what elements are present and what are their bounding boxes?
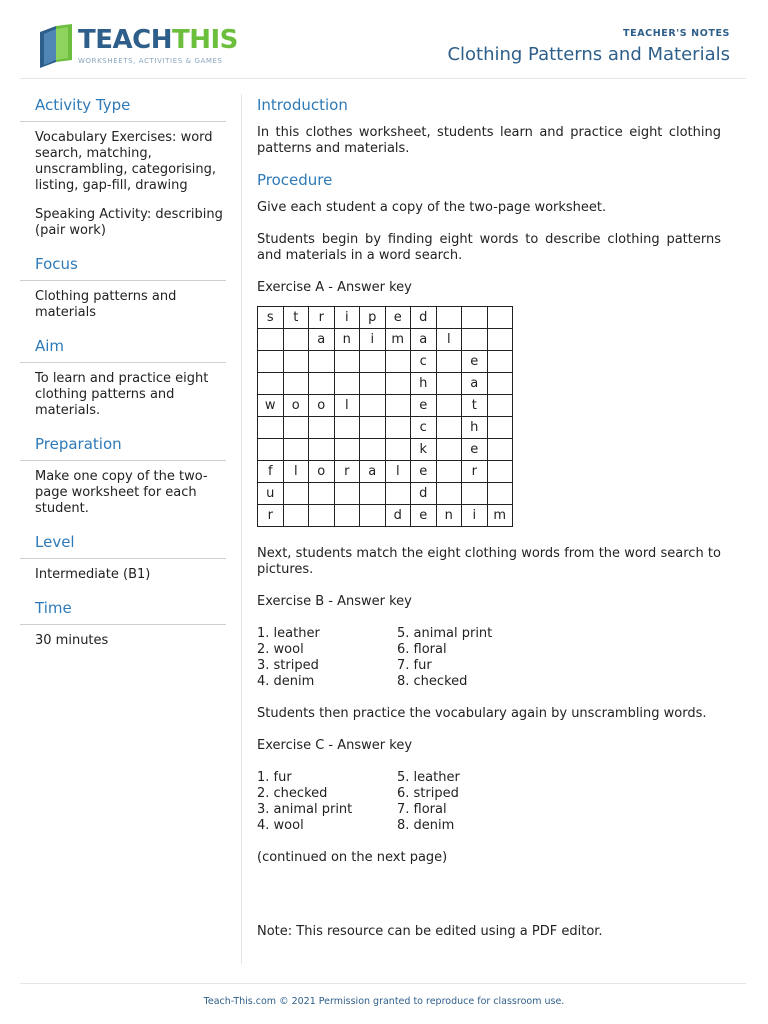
- grid-cell: l: [283, 461, 309, 483]
- aim-section: [20, 335, 226, 419]
- answer-column: [397, 626, 597, 690]
- procedure-paragraph: Students then practice the vocabulary again by unscrambling words.: [257, 706, 707, 721]
- grid-cell: d: [411, 483, 437, 505]
- grid-cell: [309, 373, 335, 395]
- grid-cell: [487, 439, 513, 461]
- grid-cell: c: [411, 417, 437, 439]
- grid-cell: i: [360, 329, 386, 351]
- grid-cell: f: [258, 461, 284, 483]
- procedure-paragraph: Students begin by finding eight words to describe clothing patterns and materials in a word search.: [257, 232, 721, 263]
- answer-column: [257, 626, 397, 690]
- grid-cell: [283, 351, 309, 373]
- grid-cell: o: [309, 461, 335, 483]
- grid-cell: [283, 483, 309, 505]
- activity-type-section: [20, 94, 226, 239]
- grid-row: [258, 373, 513, 395]
- grid-cell: e: [411, 461, 437, 483]
- grid-cell: [487, 483, 513, 505]
- grid-cell: [487, 329, 513, 351]
- grid-cell: [334, 505, 360, 527]
- logo-wordmark: TEACHTHIS: [78, 25, 238, 55]
- grid-cell: [385, 373, 411, 395]
- grid-cell: [283, 505, 309, 527]
- grid-cell: i: [462, 505, 488, 527]
- grid-cell: t: [283, 307, 309, 329]
- grid-cell: d: [385, 505, 411, 527]
- answer-item: 5. leather: [397, 770, 460, 785]
- aim-heading: Aim: [20, 335, 226, 363]
- grid-cell: [436, 439, 462, 461]
- answer-column: [397, 770, 597, 834]
- continued-note: (continued on the next page): [257, 850, 448, 865]
- grid-cell: [385, 417, 411, 439]
- grid-cell: e: [411, 395, 437, 417]
- answer-item: 2. checked: [257, 786, 328, 801]
- grid-row: [258, 439, 513, 461]
- grid-cell: o: [283, 395, 309, 417]
- grid-cell: i: [334, 307, 360, 329]
- grid-cell: a: [309, 329, 335, 351]
- grid-cell: t: [462, 395, 488, 417]
- grid-cell: [385, 395, 411, 417]
- preparation-heading: Preparation: [20, 433, 226, 461]
- grid-cell: [360, 351, 386, 373]
- page-header: [0, 0, 768, 78]
- logo-tagline: WORKSHEETS, ACTIVITIES & GAMES: [78, 57, 223, 65]
- grid-cell: r: [334, 461, 360, 483]
- grid-cell: n: [334, 329, 360, 351]
- grid-cell: a: [462, 373, 488, 395]
- grid-cell: [334, 373, 360, 395]
- time-text: 30 minutes: [35, 633, 109, 648]
- grid-row: [258, 417, 513, 439]
- grid-cell: [385, 483, 411, 505]
- grid-cell: [360, 439, 386, 461]
- procedure-heading: Procedure: [257, 171, 333, 189]
- grid-cell: c: [411, 351, 437, 373]
- activity-type-item: Speaking Activity: describing (pair work): [35, 207, 223, 238]
- grid-cell: [309, 505, 335, 527]
- activity-type-heading: Activity Type: [20, 94, 226, 122]
- time-section: [20, 597, 226, 649]
- grid-cell: p: [360, 307, 386, 329]
- answer-item: 5. animal print: [397, 626, 493, 641]
- grid-cell: [360, 505, 386, 527]
- grid-cell: [309, 439, 335, 461]
- main-content: [257, 94, 721, 940]
- grid-cell: [258, 351, 284, 373]
- grid-cell: l: [385, 461, 411, 483]
- grid-cell: e: [462, 439, 488, 461]
- grid-row: [258, 329, 513, 351]
- grid-cell: [283, 439, 309, 461]
- editor-note: Note: This resource can be edited using a PDF editor.: [257, 924, 603, 939]
- grid-cell: u: [258, 483, 284, 505]
- grid-row: [258, 307, 513, 329]
- grid-cell: e: [385, 307, 411, 329]
- page-title: Clothing Patterns and Materials: [447, 44, 730, 65]
- grid-cell: [487, 307, 513, 329]
- answer-item: 6. striped: [397, 786, 459, 801]
- grid-cell: [360, 395, 386, 417]
- grid-cell: [309, 417, 335, 439]
- grid-cell: r: [462, 461, 488, 483]
- grid-cell: h: [411, 373, 437, 395]
- grid-cell: o: [309, 395, 335, 417]
- answer-item: 6. floral: [397, 642, 447, 657]
- footer-divider: [20, 983, 746, 984]
- header-divider: [20, 78, 746, 79]
- grid-cell: m: [487, 505, 513, 527]
- grid-cell: [487, 351, 513, 373]
- answer-item: 1. leather: [257, 626, 320, 641]
- grid-cell: [462, 307, 488, 329]
- grid-row: [258, 395, 513, 417]
- grid-cell: [487, 417, 513, 439]
- grid-cell: [462, 329, 488, 351]
- grid-cell: [334, 351, 360, 373]
- word-search-grid: [257, 306, 513, 527]
- grid-cell: [436, 483, 462, 505]
- level-text: Intermediate (B1): [35, 567, 151, 582]
- answer-item: 7. fur: [397, 658, 432, 673]
- answer-column: [257, 770, 397, 834]
- focus-heading: Focus: [20, 253, 226, 281]
- grid-cell: [334, 417, 360, 439]
- procedure-paragraph: Next, students match the eight clothing words from the word search to pictures.: [257, 546, 721, 577]
- grid-cell: [258, 417, 284, 439]
- grid-cell: [309, 483, 335, 505]
- teach-this-logo: [36, 24, 236, 70]
- introduction-text: In this clothes worksheet, students learn and practice eight clothing patterns and materials.: [257, 125, 721, 156]
- grid-cell: h: [462, 417, 488, 439]
- answer-item: 1. fur: [257, 770, 292, 785]
- exercise-b-label: Exercise B - Answer key: [257, 594, 412, 609]
- grid-cell: [360, 417, 386, 439]
- time-heading: Time: [20, 597, 226, 625]
- exercise-c-label: Exercise C - Answer key: [257, 738, 413, 753]
- grid-cell: [436, 307, 462, 329]
- grid-cell: l: [436, 329, 462, 351]
- grid-cell: k: [411, 439, 437, 461]
- answer-item: 7. floral: [397, 802, 447, 817]
- grid-cell: w: [258, 395, 284, 417]
- exercise-a-label: Exercise A - Answer key: [257, 280, 412, 295]
- grid-cell: r: [309, 307, 335, 329]
- exercise-b-answers: [257, 626, 721, 690]
- grid-row: [258, 505, 513, 527]
- activity-type-item: Vocabulary Exercises: word search, matching, unscrambling, categorising, listing, gap-fill, drawing: [35, 130, 216, 193]
- grid-cell: [385, 439, 411, 461]
- grid-cell: [309, 351, 335, 373]
- grid-cell: a: [360, 461, 386, 483]
- grid-cell: [436, 395, 462, 417]
- grid-cell: n: [436, 505, 462, 527]
- level-section: [20, 531, 226, 583]
- focus-section: [20, 253, 226, 321]
- grid-cell: [360, 373, 386, 395]
- grid-cell: e: [462, 351, 488, 373]
- aim-text: To learn and practice eight clothing patterns and materials.: [35, 371, 209, 418]
- grid-cell: l: [334, 395, 360, 417]
- teachers-notes-label: TEACHER'S NOTES: [623, 28, 730, 39]
- answer-item: 8. checked: [397, 674, 468, 689]
- focus-text: Clothing patterns and materials: [35, 289, 177, 320]
- answer-item: 3. animal print: [257, 802, 353, 817]
- grid-row: [258, 351, 513, 373]
- grid-cell: [283, 329, 309, 351]
- grid-cell: [258, 329, 284, 351]
- exercise-c-answers: [257, 770, 721, 834]
- grid-cell: [283, 373, 309, 395]
- book-icon: [36, 24, 76, 68]
- grid-cell: [436, 417, 462, 439]
- grid-cell: [436, 373, 462, 395]
- preparation-section: [20, 433, 226, 517]
- grid-cell: [462, 483, 488, 505]
- preparation-text: Make one copy of the two-page worksheet for each student.: [35, 469, 208, 516]
- grid-cell: a: [411, 329, 437, 351]
- grid-cell: [334, 483, 360, 505]
- answer-item: 3. striped: [257, 658, 319, 673]
- procedure-paragraph: Give each student a copy of the two-page worksheet.: [257, 200, 607, 215]
- introduction-heading: Introduction: [257, 96, 348, 114]
- answer-item: 4. wool: [257, 818, 304, 833]
- answer-item: 2. wool: [257, 642, 304, 657]
- grid-cell: r: [258, 505, 284, 527]
- answer-item: 4. denim: [257, 674, 315, 689]
- grid-cell: [334, 439, 360, 461]
- grid-cell: d: [411, 307, 437, 329]
- grid-cell: [436, 351, 462, 373]
- grid-cell: e: [411, 505, 437, 527]
- grid-row: [258, 483, 513, 505]
- grid-cell: s: [258, 307, 284, 329]
- grid-cell: [436, 461, 462, 483]
- level-heading: Level: [20, 531, 226, 559]
- grid-cell: [258, 373, 284, 395]
- grid-cell: m: [385, 329, 411, 351]
- grid-cell: [283, 417, 309, 439]
- grid-cell: [487, 395, 513, 417]
- grid-cell: [258, 439, 284, 461]
- column-divider: [241, 94, 242, 964]
- grid-cell: [487, 373, 513, 395]
- footer-copyright: Teach-This.com © 2021 Permission granted to reproduce for classroom use.: [203, 996, 565, 1007]
- grid-cell: [360, 483, 386, 505]
- answer-item: 8. denim: [397, 818, 455, 833]
- sidebar: [20, 94, 226, 663]
- grid-row: [258, 461, 513, 483]
- grid-cell: [385, 351, 411, 373]
- grid-cell: [487, 461, 513, 483]
